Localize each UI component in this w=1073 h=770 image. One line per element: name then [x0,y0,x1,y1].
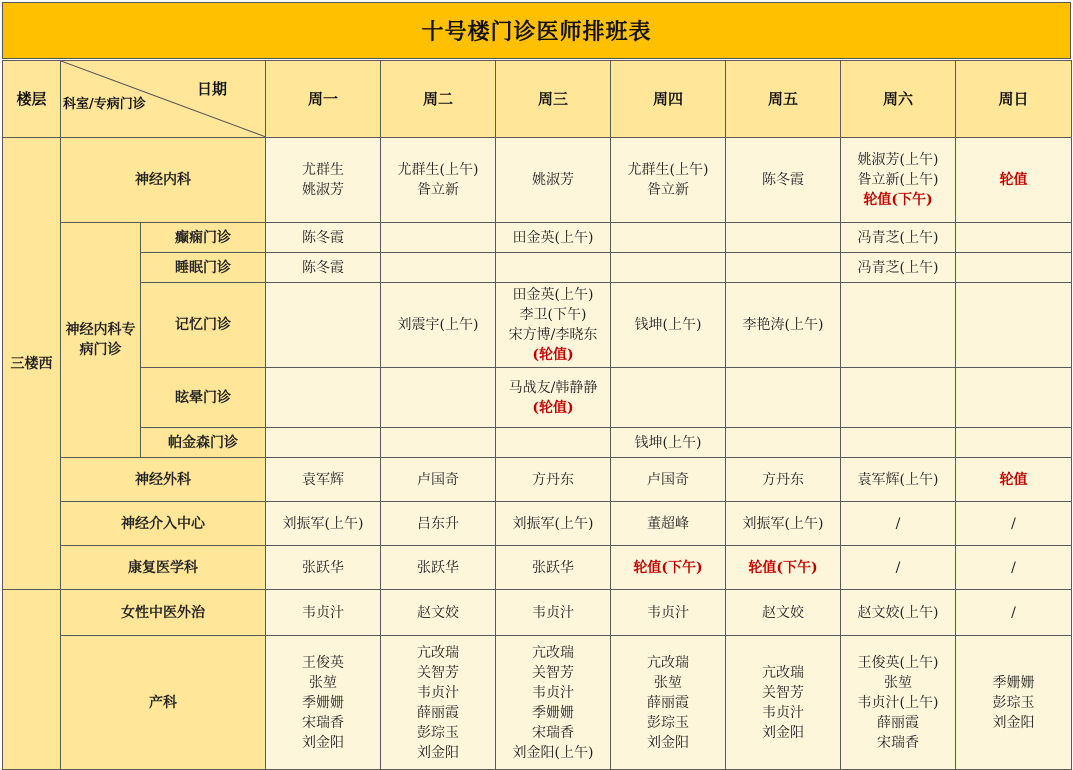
schedule-cell [611,636,726,770]
schedule-cell [611,283,726,368]
doctor-entry: 刘震宇(上午) [397,317,479,333]
day-header: 周三 [496,61,611,138]
schedule-cell [381,458,496,502]
schedule-cell [496,138,611,223]
schedule-cell [841,368,956,428]
doctor-entry: 昝立新 [417,182,459,198]
doctor-entry: 尤群生 [302,162,344,178]
doctor-entry: 尤群生(上午) [397,162,479,178]
doctor-entry: / [895,559,901,576]
doctor-entry: 李卫(下午) [519,307,587,323]
schedule-cell [726,590,841,636]
doctor-entry: 彭琮玉 [647,714,689,731]
doctor-entry: 轮值 [999,471,1028,488]
schedule-cell [266,546,381,590]
schedule-cell [956,590,1072,636]
schedule-cell [956,636,1072,770]
schedule-row [3,502,1072,546]
schedule-row [3,458,1072,502]
schedule-cell [381,428,496,458]
doctor-entry: 彭琮玉 [992,694,1035,711]
day-header: 周一 [266,61,381,138]
schedule-cell [381,283,496,368]
schedule-cell [381,546,496,590]
doctor-entry: 张堃 [884,674,912,691]
schedule-row [3,138,1072,223]
doctor-entry: 陈冬霞 [762,172,804,188]
schedule-cell [381,223,496,253]
day-header: 周六 [841,61,956,138]
doctor-entry: 韦贞汁(上午) [857,694,939,711]
schedule-cell [381,636,496,770]
schedule-row [3,283,1072,368]
schedule-cell [381,368,496,428]
schedule-cell [611,502,726,546]
schedule-cell [611,223,726,253]
dept-cell: 癫痫门诊 [141,223,266,253]
doctor-entry: 刘振军(上午) [742,515,824,532]
doctor-entry: 宋瑞香 [532,724,574,741]
doctor-entry: 马战友/韩静静 [508,379,598,396]
diagonal-header-cell [61,61,266,138]
doctor-entry: 卢国奇 [417,471,459,488]
schedule-cell [726,636,841,770]
doctor-entry: 薛丽霞 [647,694,689,711]
doctor-entry: (轮值) [532,347,574,363]
dept-cell: 神经内科 [61,138,266,223]
schedule-cell [496,636,611,770]
schedule-cell [381,502,496,546]
doctor-entry: 韦贞汁 [302,604,344,621]
schedule-cell [381,590,496,636]
doctor-entry: (轮值) [532,399,574,416]
schedule-cell [956,428,1072,458]
doctor-entry: 薛丽霞 [417,704,459,721]
doctor-entry: 方丹东 [532,471,574,488]
schedule-cell [841,636,956,770]
date-axis-label: 日期 [196,80,227,98]
dept-cell: 神经外科 [61,458,266,502]
dept-cell: 产科 [61,636,266,770]
doctor-entry: 轮值(下午) [863,192,933,208]
schedule-cell [841,138,956,223]
doctor-entry: / [1011,559,1016,576]
dept-cell: 康复医学科 [61,546,266,590]
schedule-cell [726,458,841,502]
doctor-entry: / [1011,515,1016,532]
schedule-cell [726,223,841,253]
doctor-entry: 冯青芝(上午) [857,229,939,246]
schedule-cell [956,253,1072,283]
schedule-cell [956,458,1072,502]
schedule-row [3,636,1072,770]
day-header: 周二 [381,61,496,138]
floor-header: 楼层 [3,61,61,138]
doctor-entry: 韦贞汁 [762,704,804,721]
schedule-cell [266,223,381,253]
doctor-entry: 轮值 [999,172,1028,188]
doctor-entry: 刘金阳 [302,734,344,751]
schedule-cell [266,253,381,283]
dept-cell: 神经介入中心 [61,502,266,546]
doctor-entry: 田金英(上午) [512,287,594,303]
schedule-cell [266,502,381,546]
doctor-entry: 赵文姣 [762,604,804,621]
doctor-entry: 董超峰 [647,515,689,532]
doctor-entry: 轮值(下午) [748,559,818,576]
doctor-entry: / [1011,604,1016,621]
doctor-entry: 卢国奇 [647,471,689,488]
schedule-cell [956,223,1072,253]
schedule-cell [841,458,956,502]
doctor-entry: 陈冬霞 [302,229,344,246]
schedule-cell [266,428,381,458]
doctor-entry: 尤群生(上午) [627,162,709,178]
doctor-entry: / [895,515,901,532]
floor-cell-blank [3,590,61,770]
floor-cell: 三楼西 [3,138,61,590]
doctor-entry: 关智芳 [417,664,459,681]
doctor-entry: 季姗姗 [532,704,574,721]
schedule-cell [726,502,841,546]
schedule-row [3,428,1072,458]
schedule-cell [496,368,611,428]
schedule-cell [841,590,956,636]
dept-axis-label: 科室/专病门诊 [63,97,146,112]
schedule-cell [496,502,611,546]
doctor-entry: 关智芳 [532,664,574,681]
schedule-cell [726,546,841,590]
doctor-entry: 亢改瑞 [647,654,689,671]
schedule-cell [266,283,381,368]
doctor-entry: 关智芳 [762,684,804,701]
schedule-cell [726,138,841,223]
schedule-cell [496,458,611,502]
doctor-entry: 刘振军(上午) [512,515,594,532]
schedule-cell [266,636,381,770]
schedule-cell [611,428,726,458]
schedule-cell [266,368,381,428]
dept-cell: 眩晕门诊 [141,368,266,428]
doctor-entry: 刘金阳 [762,724,804,741]
schedule-body [3,61,1072,770]
doctor-entry: 赵文姣 [417,604,459,621]
doctor-entry: 钱坤(上午) [634,434,702,451]
day-header: 周四 [611,61,726,138]
schedule-row [3,546,1072,590]
schedule-cell [496,428,611,458]
schedule-cell [956,283,1072,368]
schedule-cell [496,283,611,368]
doctor-entry: 赵文姣(上午) [857,604,939,621]
schedule-table [2,60,1072,770]
doctor-entry: 刘振军(上午) [282,515,364,532]
doctor-entry: 张跃华 [302,559,344,576]
schedule-row [3,590,1072,636]
schedule-cell [956,546,1072,590]
doctor-entry: 季姗姗 [992,674,1035,691]
dept-cell: 帕金森门诊 [141,428,266,458]
schedule-cell [381,138,496,223]
sheet-title: 十号楼门诊医师排班表 [2,2,1071,59]
schedule-cell [496,223,611,253]
doctor-entry: 刘金阳 [417,744,459,761]
doctor-entry: 韦贞汁 [647,604,689,621]
doctor-entry: 昝立新 [647,182,689,198]
schedule-cell [611,253,726,283]
doctor-entry: 王俊英(上午) [857,654,939,671]
doctor-entry: 季姗姗 [302,694,344,711]
schedule-cell [496,546,611,590]
doctor-entry: 张堃 [654,674,682,691]
doctor-entry: 宋方博/李晓东 [508,327,598,343]
doctor-entry: 昝立新(上午) [857,172,939,188]
header-row [3,61,1072,138]
schedule-cell [611,590,726,636]
doctor-entry: 刘金阳 [992,714,1035,731]
schedule-row [3,368,1072,428]
schedule-cell [381,253,496,283]
schedule-cell [266,458,381,502]
doctor-entry: 王俊英 [302,654,344,671]
schedule-cell [841,253,956,283]
group-cell: 神经内科专病门诊 [61,223,141,458]
schedule-cell [841,223,956,253]
doctor-entry: 轮值(下午) [633,559,703,576]
doctor-entry: 姚淑芳 [302,182,344,198]
doctor-entry: 刘金阳(上午) [512,744,594,761]
dept-cell: 女性中医外治 [61,590,266,636]
day-header: 周五 [726,61,841,138]
day-header: 周日 [956,61,1072,138]
schedule-cell [611,368,726,428]
doctor-entry: 姚淑芳(上午) [857,152,939,168]
doctor-entry: 李艳涛(上午) [742,317,824,333]
doctor-entry: 吕东升 [417,515,459,532]
schedule-cell [266,590,381,636]
doctor-entry: 宋瑞香 [302,714,344,731]
schedule-cell [841,283,956,368]
doctor-entry: 袁军辉 [302,471,344,488]
schedule-cell [611,458,726,502]
schedule-cell [726,428,841,458]
doctor-entry: 亢改瑞 [762,664,804,681]
schedule-cell [726,253,841,283]
schedule-row [3,223,1072,253]
doctor-entry: 刘金阳 [647,734,689,751]
schedule-cell [841,428,956,458]
doctor-entry: 张堃 [309,674,337,691]
doctor-entry: 韦贞汁 [417,684,459,701]
dept-cell: 记忆门诊 [141,283,266,368]
schedule-cell [841,502,956,546]
doctor-entry: 亢改瑞 [532,644,574,661]
schedule-cell [611,138,726,223]
doctor-entry: 彭琮玉 [417,724,459,741]
schedule-cell [266,138,381,223]
doctor-entry: 田金英(上午) [512,229,594,246]
doctor-entry: 韦贞汁 [532,604,574,621]
schedule-cell [956,502,1072,546]
doctor-entry: 亢改瑞 [417,644,459,661]
doctor-entry: 薛丽霞 [877,714,919,731]
doctor-entry: 张跃华 [417,559,459,576]
schedule-cell [841,546,956,590]
doctor-entry: 袁军辉(上午) [857,471,939,488]
doctor-entry: 冯青芝(上午) [857,259,939,276]
doctor-entry: 韦贞汁 [532,684,574,701]
schedule-cell [726,283,841,368]
doctor-entry: 钱坤(上午) [634,317,702,333]
schedule-cell [956,138,1072,223]
doctor-entry: 方丹东 [762,471,804,488]
schedule-cell [496,590,611,636]
doctor-entry: 宋瑞香 [877,734,919,751]
doctor-entry: 陈冬霞 [302,259,344,276]
schedule-cell [611,546,726,590]
schedule-cell [726,368,841,428]
schedule-row [3,253,1072,283]
schedule-cell [496,253,611,283]
schedule-cell [956,368,1072,428]
doctor-entry: 张跃华 [532,559,574,576]
dept-cell: 睡眠门诊 [141,253,266,283]
doctor-entry: 姚淑芳 [532,172,574,188]
